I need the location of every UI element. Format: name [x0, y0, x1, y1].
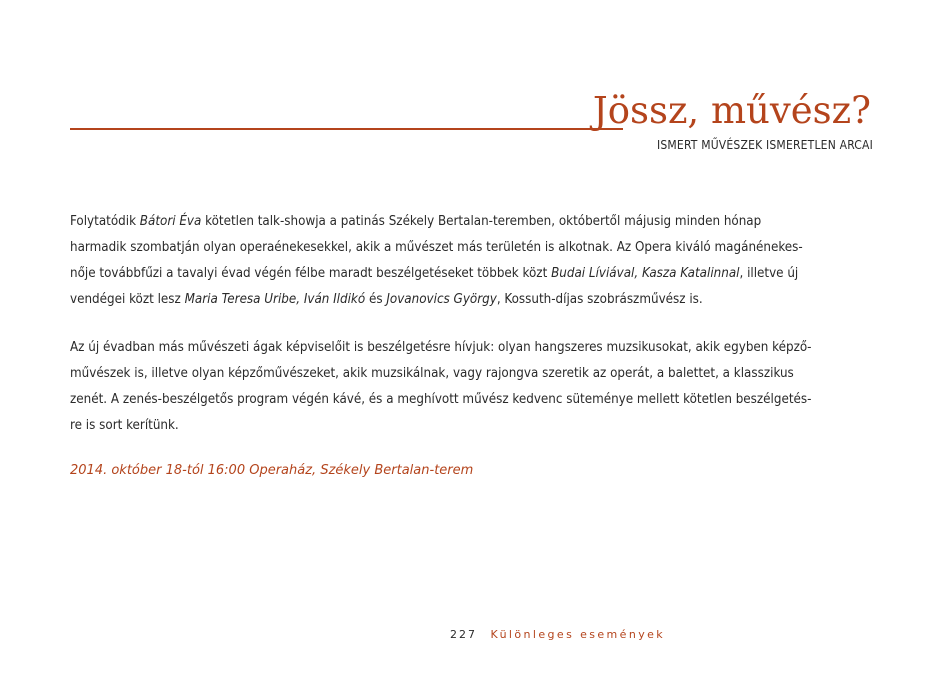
page-footer — [450, 628, 665, 641]
section-name: Különleges események — [490, 628, 666, 641]
text-line: harmadik szombatján olyan operaénekesekkel, akik a művészet más területén is alkotnak. Az Opera kiváló magánénekes- — [70, 240, 803, 255]
text-line: művészek is, illetve olyan képzőművészeket, akik muzsikálnak, vagy rajongva szeretik az operát, a balettet, a klasszikus — [70, 366, 794, 381]
text-line: Az új évadban más művészeti ágak képviselőit is beszélgetésre hívjuk: olyan hangszeres muzsikusokat, akik egyben képző- — [70, 340, 812, 355]
header-rule — [70, 128, 623, 130]
text-line — [70, 287, 873, 313]
text-line — [70, 209, 873, 235]
page-number: 227 — [450, 628, 477, 641]
article-body — [70, 209, 873, 461]
paragraph-2 — [70, 335, 873, 439]
text-run: Folytatódik — [70, 214, 140, 229]
person-names: Maria Teresa Uribe, Iván Ildikó — [184, 292, 366, 307]
paragraph-1 — [70, 209, 873, 313]
text-run: , Kossuth-díjas szobrászművész is. — [496, 292, 703, 307]
text-run: vendégei közt lesz — [70, 292, 185, 307]
text-line: re is sort kerítünk. — [70, 418, 179, 433]
person-name: Jovanovics György — [386, 292, 497, 307]
text-run: nője továbbfűzi a tavalyi évad végén félbe maradt beszélgetéseket többek közt — [70, 266, 552, 281]
person-name: Bátori Éva — [139, 214, 202, 229]
text-line: zenét. A zenés-beszélgetős program végén kávé, és a meghívott művész kedvenc süteménye mellett kötetlen beszélgetés- — [70, 392, 812, 407]
text-run: , illetve új — [739, 266, 799, 281]
text-line — [70, 261, 873, 287]
person-names: Budai Líviával, Kasza Katalinnal — [551, 266, 740, 281]
text-run: kötetlen talk-showja a patinás Székely Bertalan-teremben, októbertől májusig minden hónap — [201, 214, 762, 229]
text-run: és — [365, 292, 387, 307]
page-title: Jössz, művész? — [592, 89, 871, 132]
page-subtitle: ISMERT MŰVÉSZEK ISMERETLEN ARCAI — [656, 138, 873, 152]
event-date-place: 2014. október 18-tól 16:00 Operaház, Székely Bertalan-terem — [70, 463, 474, 478]
